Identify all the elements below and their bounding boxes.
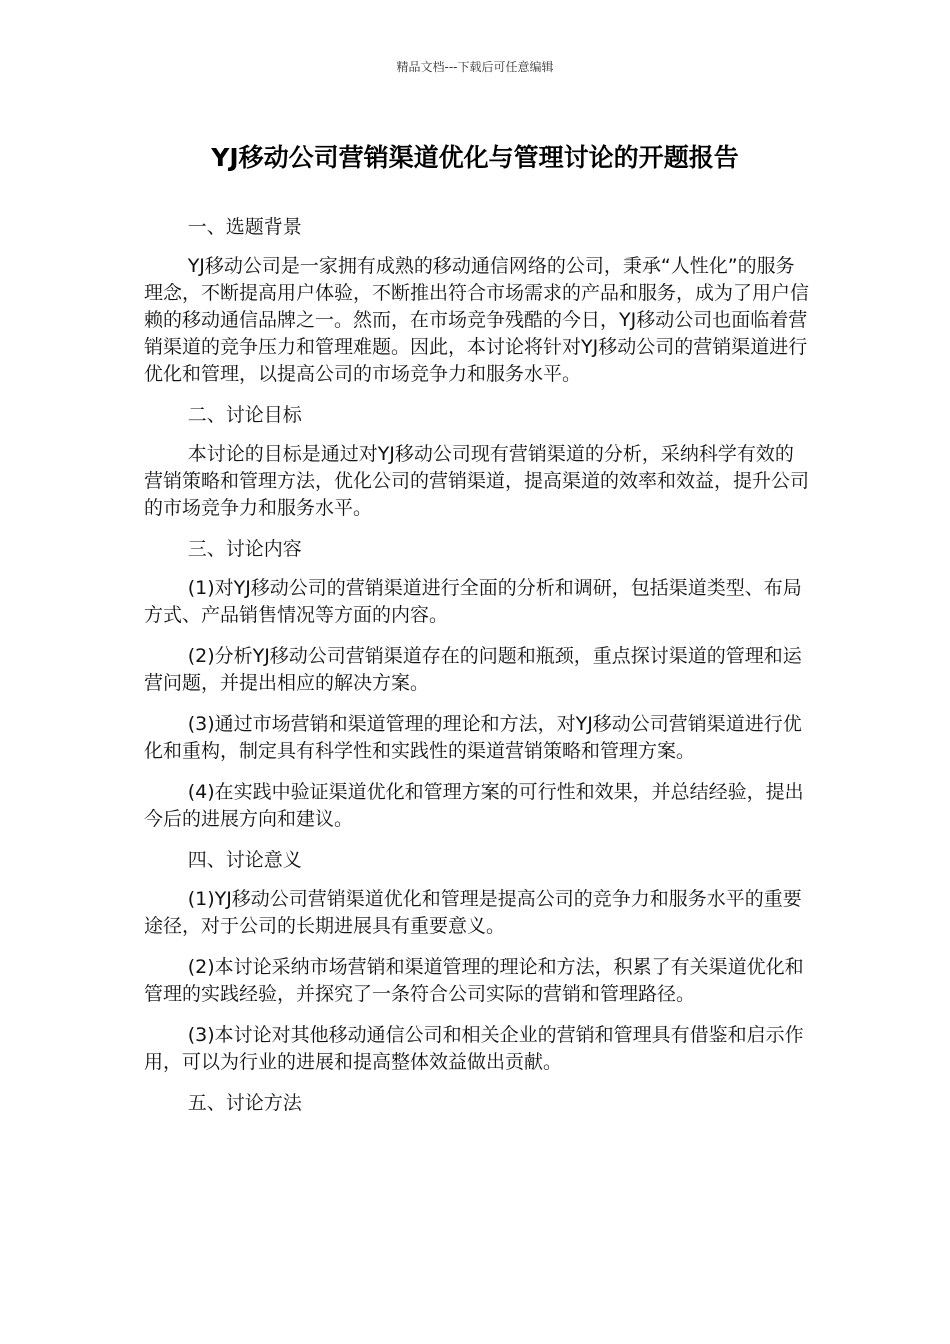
header-note: 精品文档---下载后可任意编辑 xyxy=(396,60,554,74)
section-heading-goals: 二、讨论目标 xyxy=(187,404,302,426)
paragraph-content-2: (2)分析YJ移动公司营销渠道存在的问题和瓶颈，重点探讨渠道的管理和运营问题，并提出相应的解决方案。 xyxy=(144,645,802,694)
paragraph-content-1: (1)对YJ移动公司的营销渠道进行全面的分析和调研，包括渠道类型、布局方式、产品销售情况等方面的内容。 xyxy=(144,577,802,626)
paragraph-significance-1: (1)YJ移动公司营销渠道优化和管理是提高公司的竞争力和服务水平的重要途径，对于公司的长期进展具有重要意义。 xyxy=(144,888,802,937)
document-body xyxy=(144,214,812,1129)
paragraph-content-4: (4)在实践中验证渠道优化和管理方案的可行性和效果，并总结经验，提出今后的进展方向和建议。 xyxy=(144,781,804,830)
section-heading-background: 一、选题背景 xyxy=(187,216,302,238)
document-title: YJ移动公司营销渠道优化与管理讨论的开题报告 xyxy=(211,143,739,172)
paragraph-content-3: (3)通过市场营销和渠道管理的理论和方法，对YJ移动公司营销渠道进行优化和重构，制定具有科学性和实践性的渠道营销策略和管理方案。 xyxy=(144,713,802,762)
section-heading-significance: 四、讨论意义 xyxy=(187,849,302,871)
paragraph-background: YJ移动公司是一家拥有成熟的移动通信网络的公司，秉承“人性化”的服务理念，不断提高用户体验，不断推出符合市场需求的产品和服务，成为了用户信赖的移动通信品牌之一。然而，在市场竞争残酷的今日，YJ移动公司也面临着营销渠道的竞争压力和管理难题。因此，本讨论将针对YJ移动公司的营销渠道进行优化和管理，以提高公司的市场竞争力和服务水平。 xyxy=(144,255,810,385)
paragraph-significance-3: (3)本讨论对其他移动通信公司和相关企业的营销和管理具有借鉴和启示作用，可以为行业的进展和提高整体效益做出贡献。 xyxy=(144,1024,804,1073)
section-heading-content: 三、讨论内容 xyxy=(187,538,302,560)
paragraph-significance-2: (2)本讨论采纳市场营销和渠道管理的理论和方法，积累了有关渠道优化和管理的实践经验，并探究了一条符合公司实际的营销和管理路径。 xyxy=(144,956,804,1005)
paragraph-goals: 本讨论的目标是通过对YJ移动公司现有营销渠道的分析，采纳科学有效的营销策略和管理方法，优化公司的营销渠道，提高渠道的效率和效益，提升公司的市场竞争力和服务水平。 xyxy=(144,443,810,519)
section-heading-methods: 五、讨论方法 xyxy=(187,1092,302,1114)
